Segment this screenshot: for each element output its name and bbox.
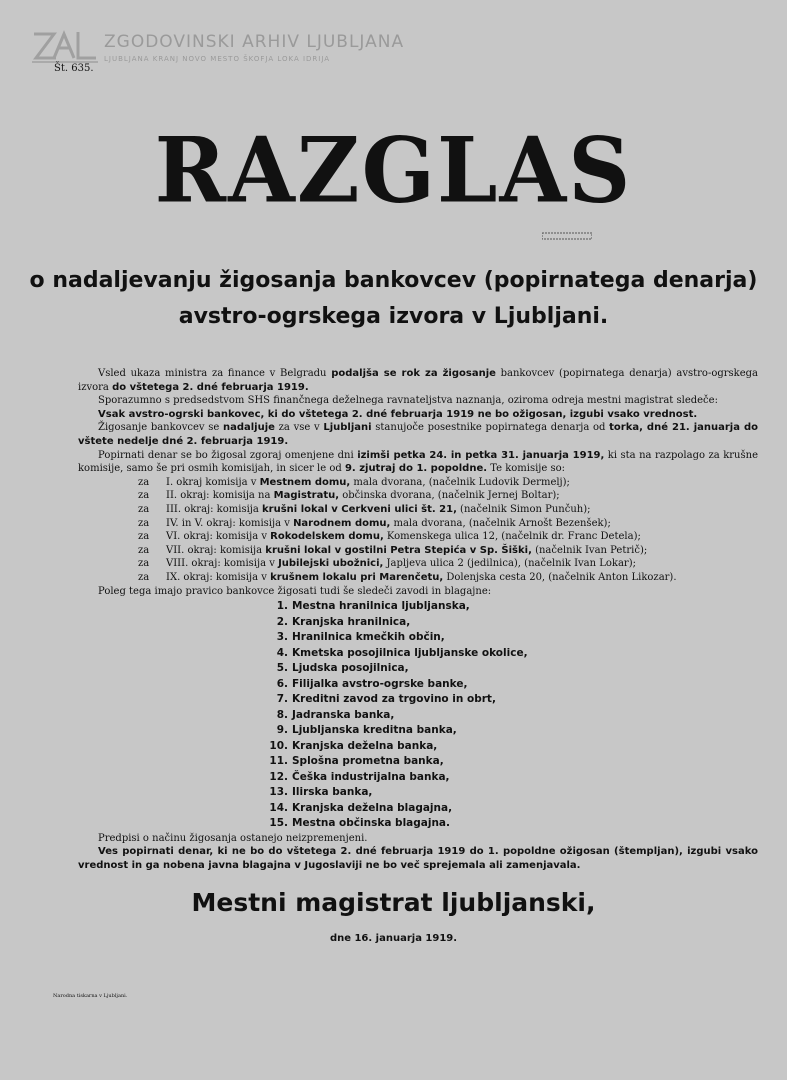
bold-span: podaljša se rok za žigosanje [331, 368, 496, 379]
poster-subtitle-line2: avstro-ogrskega izvora v Ljubljani. [178, 304, 609, 329]
poster-subtitle-line1: o nadaljevanju žigosanja bankovcev (popirnatega denarja) [29, 268, 758, 293]
commission-district: III. okraj: komisija [166, 503, 263, 515]
paragraph-schedule [78, 421, 758, 448]
bank-number: 4. [276, 646, 288, 659]
commission-details: Dolenjska cesta 20, (načelnik Anton Likozar). [443, 571, 677, 583]
printer-mark-icon [542, 232, 592, 240]
bank-name: Kreditni zavod za trgovino in obrt, [292, 693, 496, 706]
bank-name: Ljudska posojilnica, [292, 662, 409, 675]
bank-name: Hranilnica kmečkih občin, [292, 631, 445, 644]
bank-item [268, 630, 758, 646]
commission-details: (načelnik Ivan Petrič); [531, 544, 648, 556]
bank-name: Češka industrijalna banka, [292, 770, 450, 783]
bank-number: 14. [269, 801, 288, 814]
commission-prefix: za [138, 558, 150, 570]
bank-number: 1. [276, 600, 288, 613]
bank-name: Ljubljanska kreditna banka, [292, 724, 457, 737]
bold-span: do vštetega 2. dné februarja 1919. [112, 381, 309, 393]
commission-district: I. okraj komisija v [166, 476, 260, 488]
commission-prefix: za [138, 571, 150, 583]
commission-details: (načelnik Simon Punčuh); [456, 503, 591, 515]
bank-name: Mestna občinska blagajna. [292, 817, 451, 830]
bank-number: 6. [276, 677, 288, 690]
bank-item [268, 770, 758, 786]
commission-item [138, 476, 758, 490]
bank-number: 3. [276, 631, 288, 644]
text-span: Vsled ukaza ministra za finance v Belgradu [98, 368, 332, 379]
printer-imprint: Narodna tiskarna v Ljubljani. [53, 993, 128, 999]
text-span: stanujoče posestnike popirnatega denarja od [371, 422, 610, 434]
text-span: bankovcev (popirnatega denarja) avstro-ogrskega izvora [78, 368, 759, 393]
commission-place: krušni lokal v gostilni Petra Stepića v Sp. Šiški, [265, 544, 532, 556]
commission-place: Narodnem domu, [293, 517, 391, 529]
bank-list [268, 599, 758, 832]
bank-name: Kranjska deželna banka, [292, 739, 438, 752]
bank-name: Jadranska banka, [292, 708, 395, 721]
bank-name: Kmetska posojilnica ljubljanske okolice, [292, 646, 528, 659]
bank-item [268, 677, 758, 693]
bold-span: 9. zjutraj do 1. popoldne. [344, 463, 488, 475]
commission-district: VIII. okraj: komisija v [166, 558, 279, 570]
bank-number: 8. [276, 708, 288, 721]
commission-place: Rokodelskem domu, [270, 531, 384, 543]
bold-span: torka, dné 21. januarja do vštete nedelje dné 2. februarja 1919. [78, 422, 759, 447]
commission-item [138, 571, 758, 585]
commission-item [138, 503, 758, 517]
bank-name: Kranjska deželna blagajna, [292, 801, 453, 814]
paragraph-extension [78, 367, 758, 394]
commission-item [138, 530, 758, 544]
bank-item [268, 615, 758, 631]
text-span: Sporazumno s predsedstvom SHS finančnega deželnega ravnateljstva naznanja, oziroma odreja mestni magistrat sledeče: [98, 395, 718, 407]
bank-item [268, 599, 758, 615]
signature-issuer: Mestni magistrat ljubljanski, [191, 888, 596, 917]
commission-prefix: za [138, 490, 150, 502]
bank-item [268, 739, 758, 755]
bank-item [268, 692, 758, 708]
bank-number: 2. [276, 615, 288, 628]
bold-span: nadaljuje [222, 422, 275, 434]
commission-details: mala dvorana, (načelnik Arnošt Bezenšek); [390, 517, 611, 529]
bank-item [268, 785, 758, 801]
announcement-body [78, 367, 758, 872]
bank-number: 5. [276, 662, 288, 675]
commission-prefix: za [138, 476, 150, 488]
bank-item [268, 801, 758, 817]
commission-prefix: za [138, 531, 150, 543]
issue-date: dne 16. januarja 1919. [329, 933, 458, 944]
commission-place: Magistratu, [273, 490, 340, 502]
text-span: Te komisije so: [487, 463, 566, 475]
text-span: ki sta na razpolago za krušne komisije, samo še pri osmih komisijah, in sicer le od [78, 449, 758, 475]
bank-number: 11. [269, 755, 288, 768]
bank-item [268, 661, 758, 677]
commission-details: občinska dvorana, (načelnik Jernej Boltar); [339, 490, 560, 502]
commission-place: Jubilejski ubožnici, [278, 558, 384, 570]
bank-item [268, 646, 758, 662]
bold-span: Vsak avstro-ogrski bankovec, ki do vštetega 2. dné februarja 1919 ne bo ožigosan, izgubi vsako vrednost. [98, 408, 698, 420]
bank-item [268, 754, 758, 770]
paragraph-rules-note: Predpisi o načinu žigosanja ostanejo neizpremenjeni. [98, 832, 368, 844]
bold-span: izimši petka 24. in petka 31. januarja 1919, [357, 449, 605, 461]
bank-name: Kranjska hranilnica, [292, 615, 411, 628]
poster-title: RAZGLAS [154, 117, 633, 224]
bold-span: Ljubljani [323, 422, 372, 434]
text-span: Žigosanje bankovcev se [98, 422, 223, 434]
commission-details: Komenskega ulica 12, (načelnik dr. Franc Detela); [383, 531, 641, 543]
bank-item [268, 723, 758, 739]
commission-district: IX. okraj: komisija v [166, 571, 271, 583]
commission-district: IV. in V. okraj: komisija v [166, 517, 294, 529]
bank-item [268, 708, 758, 724]
commission-list [138, 476, 758, 585]
commission-district: VI. okraj: komisija v [166, 531, 271, 543]
paragraph-agreement [78, 394, 758, 408]
commission-details: Japljeva ulica 2 (jedilnica), (načelnik Ivan Lokar); [383, 558, 636, 570]
commission-item [138, 544, 758, 558]
paragraph-banks-intro: Poleg tega imajo pravico bankovce žigosati tudi še sledeči zavodi in blagajne: [98, 585, 492, 597]
archive-watermark-title: ZGODOVINSKI ARHIV LJUBLJANA [104, 32, 405, 52]
paragraph-commissions-intro [78, 449, 758, 476]
commission-district: VII. okraj: komisija [166, 544, 266, 556]
bank-name: Splošna prometna banka, [292, 755, 444, 768]
archive-logo-icon [30, 28, 100, 68]
bank-number: 12. [269, 770, 288, 783]
bank-number: 15. [269, 817, 288, 830]
text-span: Popirnati denar se bo žigosal zgoraj omenjene dni [98, 449, 358, 461]
paragraph-warning [78, 408, 758, 422]
commission-prefix: za [138, 544, 150, 556]
bank-number: 10. [269, 739, 288, 752]
bank-name: Mestna hranilnica ljubljanska, [292, 600, 470, 613]
commission-district: II. okraj: komisija na [166, 490, 274, 502]
bank-item [268, 816, 758, 832]
commission-prefix: za [138, 503, 150, 515]
commission-place: krušnem lokalu pri Marenčetu, [270, 571, 444, 583]
commission-item [138, 489, 758, 503]
document-reference-number: Št. 635. [54, 63, 94, 74]
commission-place: Mestnem domu, [259, 476, 351, 488]
commission-place: krušni lokal v Cerkveni ulici št. 21, [262, 503, 457, 515]
bank-number: 9. [276, 724, 288, 737]
bank-name: Ilirska banka, [292, 786, 373, 799]
commission-details: mala dvorana, (načelnik Ludovik Dermelj); [350, 476, 570, 488]
commission-prefix: za [138, 517, 150, 529]
paragraph-final-warning: Ves popirnati denar, ki ne bo do vštetega 2. dné februarja 1919 do 1. popoldne ožigosan (štempljan), izgubi vsako vrednost in ga nobena javna blagajna v Jugoslaviji ne bo več sprejemala ali zamenjavala. [78, 846, 758, 871]
bank-name: Filijalka avstro-ogrske banke, [292, 677, 468, 690]
text-span: za vse v [274, 422, 324, 434]
bank-number: 13. [269, 786, 288, 799]
archive-watermark-subtitle: LJUBLJANA KRANJ NOVO MESTO ŠKOFJA LOKA IDRIJA [104, 55, 331, 63]
commission-item [138, 557, 758, 571]
commission-item [138, 517, 758, 531]
bank-number: 7. [276, 693, 288, 706]
